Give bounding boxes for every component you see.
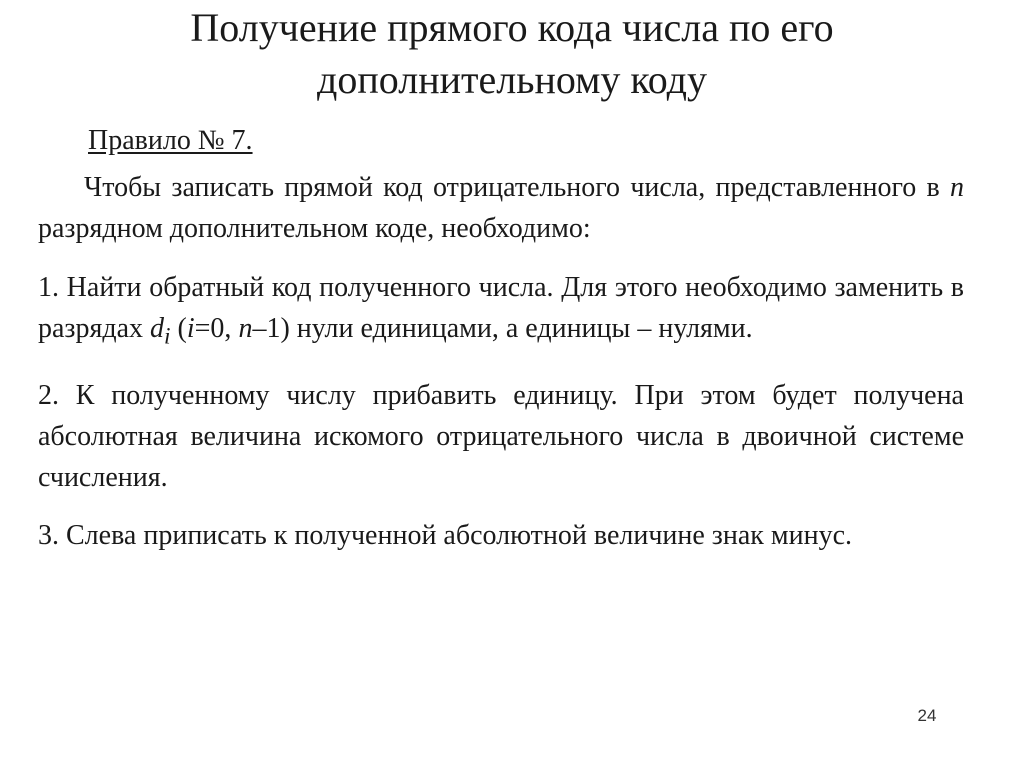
step-3: 3. Слева приписать к полученной абсолютной величине знак минус. [38,519,852,551]
step-1-variable-i: i [186,313,195,344]
step-2: 2. К полученному числу прибавить единицу. При этом будет получена абсолютная величина искомого отрицательного числа в двоичной системе счисления. [38,379,964,493]
intro-text-2: разрядном дополнительном коде, необходимо: [38,213,591,244]
step-1-text-4: –1) нули единицами, а единицы – нулями. [252,313,753,344]
step-1-variable-d: d [150,313,165,344]
page-number: 24 [917,706,937,725]
slide-title [60,2,964,106]
step-1-variable-n: n [238,313,253,344]
title-line-2: дополнительному коду [317,57,707,102]
step-1-text-3: =0, [194,313,239,344]
rule-label: Правило № 7. [88,125,253,156]
step-1-text-1: 1. Найти обратный код полученного числа. Для этого необходимо заменить в разрядах [38,272,964,344]
intro-text-1: Чтобы записать прямой код отрицательного числа, представленного в [84,172,950,203]
intro-variable-n: n [950,172,964,203]
title-line-1: Получение прямого кода числа по его [190,5,834,50]
step-1-subscript-i: i [164,323,171,350]
slide-body [38,120,964,573]
step-1-text-2: ( [170,313,187,344]
intro-paragraph [38,167,964,249]
step-1 [38,267,964,358]
